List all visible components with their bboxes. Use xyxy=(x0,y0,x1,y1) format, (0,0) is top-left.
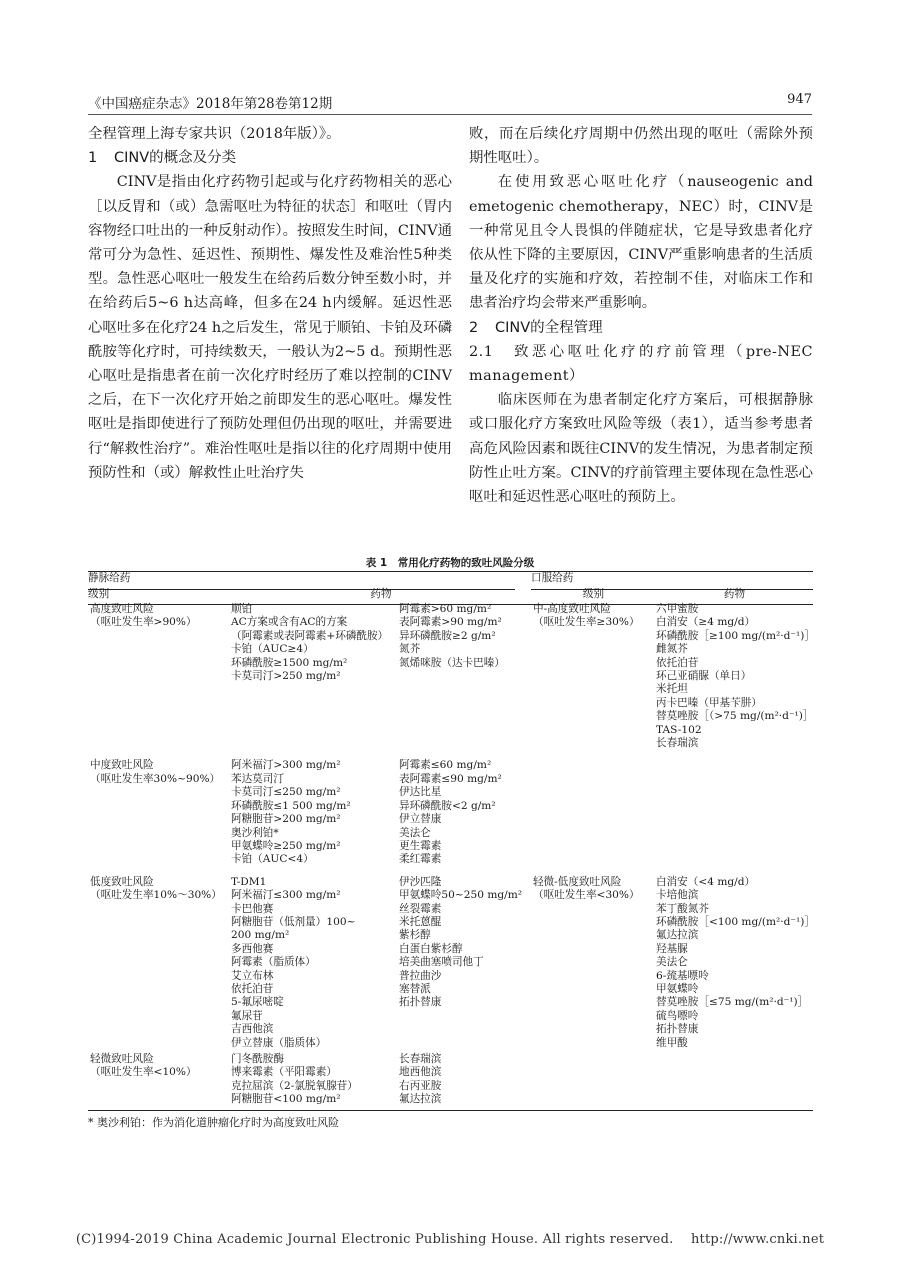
cell-line: 阿米福汀≤300 mg/m² xyxy=(231,889,341,902)
cell-line: 苯达莫司汀 xyxy=(231,772,284,785)
cell-line: AC方案或含有AC的方案 xyxy=(231,616,348,629)
cell-line: 白消安（<4 mg/d） xyxy=(656,875,756,888)
section-number: 1 xyxy=(88,150,98,167)
cell-line: 阿糖胞苷>200 mg/m² xyxy=(231,813,341,826)
cell-line: 伊沙匹隆 xyxy=(399,875,442,888)
cell-line: （阿霉素或表阿霉素+环磷酰胺） xyxy=(231,629,389,642)
drug-list-iv-a xyxy=(231,750,399,866)
column-header-drug-oral: 药物 xyxy=(723,588,746,600)
column-header-level: 级别 xyxy=(88,588,110,600)
cell-line: 拓扑替康 xyxy=(399,996,442,1009)
cell-line: 米托蒽醌 xyxy=(399,915,442,928)
emetogenic-risk-table xyxy=(88,572,813,1107)
header-divider xyxy=(88,114,812,115)
drug-list-iv-a xyxy=(231,867,399,1050)
cell-line: （呕吐发生率≥30%） xyxy=(533,616,640,629)
cell-line: 阿糖胞苷<100 mg/m² xyxy=(231,1093,341,1106)
table-footnote: * 奥沙利铂：作为消化道肿瘤化疗时为高度致吐风险 xyxy=(88,1116,339,1129)
paragraph: CINV是指由化疗药物引起或与化疗药物相关的恶心［以反胃和（或）急需呕吐为特征的状态］和呕吐（胃内容物经口吐出的一种反射动作）。按照发生时间，CINV通常可分为急性、延迟性、预期性、爆发性及难治性5种类型。急性恶心呕吐一般发生在给药后数分钟至数小时，并在给药后5~6 h达高峰，但多在24 h内缓解。延迟性恶心呕吐多在化疗24 h之后发生，常见于顺铂、卡铂及环磷酰胺等化疗时，可持续数天，一般认为2~5 d。预期性恶心呕吐是指患者在前一次化疗时经历了难以控制的CINV之后，在下一次化疗开始之前即发生的恶心呕吐。爆发性呕吐是指即使进行了预防处理但仍出现的呕吐，并需要进行“解救性治疗”。难治性呕吐是指以往的化疗周期中使用预防性和（或）解救性止吐治疗失 xyxy=(88,174,452,481)
cell-line: 依托泊苷 xyxy=(656,656,699,669)
table-row xyxy=(88,867,813,1050)
section-number: 2 xyxy=(469,319,479,336)
cell-line: T-DM1 xyxy=(231,875,267,888)
drug-list-iv-a xyxy=(231,603,399,750)
cell-line: 地西他滨 xyxy=(399,1066,442,1079)
cell-line: 环磷酰胺［<100 mg/(m²·d⁻¹)］ xyxy=(656,915,815,928)
cell-line: 艾立布林 xyxy=(231,969,274,982)
table-header-rule xyxy=(88,604,813,605)
drug-list-iv-b xyxy=(399,1050,531,1107)
drug-list-iv-b xyxy=(399,750,531,866)
drug-list-iv-b xyxy=(399,867,531,1050)
cell-line: 拓扑替康 xyxy=(656,1023,699,1036)
cell-line: 甲氨蝶呤≥250 mg/m² xyxy=(231,839,341,852)
cell-line: 普拉曲沙 xyxy=(399,969,442,982)
risk-level-iv xyxy=(88,867,231,1050)
table-caption: 表 1 常用化疗药物的致吐风险分级 xyxy=(365,557,535,569)
section-heading xyxy=(88,146,452,170)
cell-line: （呕吐发生率30%~90%） xyxy=(90,772,221,785)
risk-level-oral xyxy=(531,750,656,866)
cell-line: 培美曲塞喷司他丁 xyxy=(399,956,484,969)
risk-level-oral xyxy=(531,1050,656,1107)
cell-line: 苯丁酸氮芥 xyxy=(656,902,709,915)
cell-line: 依托泊苷 xyxy=(231,982,274,995)
cell-line: TAS-102 xyxy=(656,723,702,736)
cell-line: 6-巯基嘌呤 xyxy=(656,969,709,982)
cell-line: 更生霉素 xyxy=(399,839,442,852)
cell-line: 卡莫司汀>250 mg/m² xyxy=(231,670,341,683)
cell-line: 表阿霉素>90 mg/m² xyxy=(399,616,502,629)
cell-line: 环磷酰胺≤1 500 mg/m² xyxy=(231,799,351,812)
cell-line: 顺铂 xyxy=(231,603,253,615)
drug-list-oral xyxy=(656,750,813,866)
group-header-iv-label: 静脉给药 xyxy=(88,572,131,584)
cell-line: 环磷酰胺［≥100 mg/(m²·d⁻¹)］ xyxy=(656,629,815,642)
cell-line: 白蛋白紫杉醇 xyxy=(399,942,463,955)
cell-line: 替莫唑胺［≤75 mg/(m²·d⁻¹)］ xyxy=(656,996,809,1009)
cell-line: 环磷酰胺≥1500 mg/m² xyxy=(231,656,348,669)
page-number: 947 xyxy=(787,92,812,107)
cell-line: 阿糖胞苷（低剂量）100~ xyxy=(231,915,356,928)
cell-line: 中度致吐风险 xyxy=(90,759,154,772)
cell-line: 中-高度致吐风险 xyxy=(533,603,611,615)
cell-line: （呕吐发生率>90%） xyxy=(90,616,197,629)
cell-line: 阿霉素（脂质体） xyxy=(231,956,316,969)
group-header-iv xyxy=(88,572,531,588)
cell-line: 氟达拉滨 xyxy=(656,929,699,942)
cell-line: 阿霉素≤60 mg/m² xyxy=(399,759,492,772)
cell-line: 卡铂（AUC<4） xyxy=(231,853,314,866)
cell-line: 柔红霉素 xyxy=(399,853,442,866)
cell-line: （呕吐发生率<30%） xyxy=(533,889,640,902)
paragraph: 在使用致恶心呕吐化疗（nauseogenic and emetogenic chemotherapy，NEC）时，CINV是一种常见且令人畏惧的伴随症状，它是导致患者化疗依从性下降的主要原因，CINV严重影响患者的生活质量及化疗的实施和疗效，若控制不佳，对临床工作和患者治疗均会带来严重影响。 xyxy=(469,174,813,312)
section-heading xyxy=(469,316,813,340)
right-column xyxy=(469,122,813,509)
paragraph: 败，而在后续化疗周期中仍然出现的呕吐（需除外预期性呕吐）。 xyxy=(469,126,813,167)
cell-line: 阿霉素>60 mg/m² xyxy=(399,603,492,615)
risk-level-iv xyxy=(88,750,231,866)
table-bottom-rule xyxy=(88,1110,813,1111)
cell-line: 氮烯咪胺（达卡巴嗪） xyxy=(399,656,505,669)
risk-level-oral xyxy=(531,867,656,1050)
left-column xyxy=(88,122,452,485)
cell-line: 轻微致吐风险 xyxy=(90,1053,154,1065)
cell-line: 吉西他滨 xyxy=(231,1023,274,1036)
cell-line: 氟尿苷 xyxy=(231,1009,263,1022)
cell-line: 伊达比星 xyxy=(399,786,442,799)
cell-line: 异环磷酰胺<2 g/m² xyxy=(399,799,496,812)
cell-line: 羟基脲 xyxy=(656,942,688,955)
cell-line: 紫杉醇 xyxy=(399,929,431,942)
risk-level-oral xyxy=(531,603,656,750)
cell-line: 甲氨蝶呤 xyxy=(656,982,699,995)
section-title: CINV的概念及分类 xyxy=(114,150,237,167)
cell-line: 奥沙利铂* xyxy=(231,826,279,839)
cell-line: 高度致吐风险 xyxy=(90,603,154,615)
cell-line: 维甲酸 xyxy=(656,1036,688,1049)
table-row xyxy=(88,603,813,750)
cell-line: 阿米福汀>300 mg/m² xyxy=(231,759,341,772)
drug-list-oral xyxy=(656,867,813,1050)
cell-line: 美法仑 xyxy=(399,826,431,839)
cell-line: 卡莫司汀≤250 mg/m² xyxy=(231,786,341,799)
cell-line: 替莫唑胺［（>75 mg/(m²·d⁻¹)］ xyxy=(656,710,814,723)
cell-line: 伊立替康（脂质体） xyxy=(231,1036,327,1049)
cell-line: 低度致吐风险 xyxy=(90,875,154,888)
cell-line: 轻微-低度致吐风险 xyxy=(533,875,622,888)
cell-line: 5-氟尿嘧啶 xyxy=(231,996,284,1009)
cell-line: 甲氨蝶呤50~250 mg/m² xyxy=(399,889,523,902)
cell-line: 长春瑞滨 xyxy=(399,1053,442,1065)
journal-header: 《中国癌症杂志》2018年第28卷第12期 xyxy=(88,96,333,112)
cell-line: 卡铂（AUC≥4） xyxy=(231,643,314,656)
cell-line: 丙卡巴嗪（甲基苄肼） xyxy=(656,696,762,709)
cell-line: 门冬酰胺酶 xyxy=(231,1053,284,1065)
risk-level-iv xyxy=(88,1050,231,1107)
group-header-oral-label: 口服给药 xyxy=(531,572,574,584)
cell-line: 六甲蜜胺 xyxy=(656,603,699,615)
cell-line: 右丙亚胺 xyxy=(399,1079,442,1092)
risk-level-iv xyxy=(88,603,231,750)
cell-line: 200 mg/m² xyxy=(231,929,290,942)
table-row xyxy=(88,1050,813,1107)
cell-line: 卡培他滨 xyxy=(656,889,699,902)
cell-line: （呕吐发生率10%～30%） xyxy=(90,889,222,902)
cell-line: 白消安（≥4 mg/d） xyxy=(656,616,756,629)
cell-line: 氮芥 xyxy=(399,643,421,656)
cell-line: 塞替派 xyxy=(399,982,431,995)
drug-list-oral xyxy=(656,1050,813,1107)
subsection-heading: 2.1 致恶心呕吐化疗的疗前管理（pre-NEC management） xyxy=(469,343,813,385)
cell-line: 卡巴他赛 xyxy=(231,902,274,915)
cell-line: 长春瑞滨 xyxy=(656,737,699,750)
table-row xyxy=(88,750,813,866)
cell-line: 克拉屈滨（2-氯脱氧腺苷） xyxy=(231,1079,358,1092)
copyright-footer: (C)1994-2019 China Academic Journal Electronic Publishing House. All rights reserved. http://www.cnki.net xyxy=(75,1232,825,1247)
cell-line: 氟达拉滨 xyxy=(399,1093,442,1106)
cell-line: 雌氮芥 xyxy=(656,643,688,656)
cell-line: 异环磷酰胺≥2 g/m² xyxy=(399,629,496,642)
cell-line: 环己亚硝脲（单日） xyxy=(656,670,752,683)
cell-line: 丝裂霉素 xyxy=(399,902,442,915)
cell-line: 表阿霉素≤90 mg/m² xyxy=(399,772,502,785)
cell-line: 多西他赛 xyxy=(231,942,274,955)
cell-line: 硫鸟嘌呤 xyxy=(656,1009,699,1022)
section-title: CINV的全程管理 xyxy=(495,319,603,336)
table-group-rule-iv xyxy=(88,589,515,590)
cell-line: 伊立替康 xyxy=(399,813,442,826)
cell-line: 博来霉素（平阳霉素） xyxy=(231,1066,337,1079)
paragraph: 全程管理上海专家共识（2018年版）》。 xyxy=(88,126,341,142)
drug-list-iv-b xyxy=(399,603,531,750)
drug-list-oral xyxy=(656,603,813,750)
drug-list-iv-a xyxy=(231,1050,399,1107)
cell-line: （呕吐发生率<10%） xyxy=(90,1066,197,1079)
column-header-drug: 药物 xyxy=(370,588,392,600)
cell-line: 美法仑 xyxy=(656,956,688,969)
paragraph: 临床医师在为患者制定化疗方案后，可根据静脉或口服化疗方案致吐风险等级（表1），适当参考患者高危风险因素和既往CINV的发生情况，为患者制定预防性止吐方案。CINV的疗前管理主要体现在急性恶心呕吐和延迟性恶心呕吐的预防上。 xyxy=(469,392,813,506)
cell-line: 米托坦 xyxy=(656,683,688,696)
group-header-oral xyxy=(531,572,813,588)
table-group-rule-oral xyxy=(531,589,813,590)
column-header-level-oral: 级别 xyxy=(582,588,605,600)
